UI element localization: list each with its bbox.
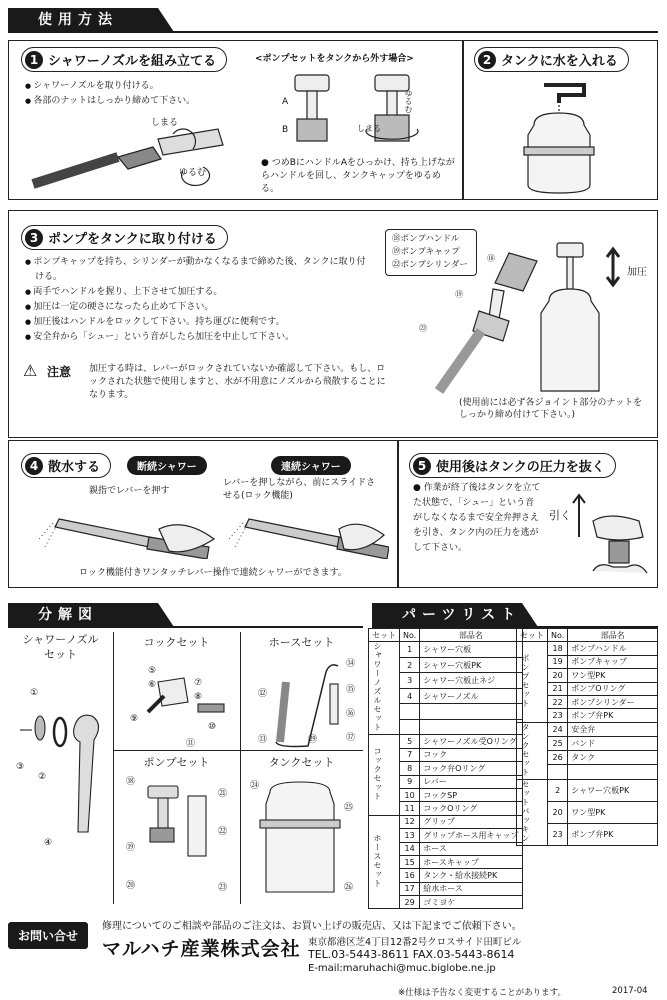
remove-text: ● つめBにハンドルAをひっかけ、持ち上げながらハンドルを回し、タンクキャップをゆるめる。 <box>261 158 455 194</box>
parts-set-label: シャワーノズルセット <box>373 642 382 733</box>
step3-b1: ● ポンプキャップを持ち、シリンダーが動かなくなるまで締めた後、タンクに取り付ける。 <box>25 255 370 285</box>
ex-c12: ⑫ <box>258 689 268 699</box>
contact-text: 修理についてのご相談や部品のご注文は、お買い上げの販売店、又は下記までご依頼下さい。 <box>102 921 522 932</box>
step4-t1: 親指でレバーを押す <box>89 486 170 496</box>
parts-left <box>368 628 523 909</box>
pump-remove-illustration <box>275 67 455 157</box>
continuous-pill: 連続シャワー <box>271 456 351 475</box>
parts-header-h_no: No. <box>548 629 568 642</box>
part-no: 1 <box>400 642 420 658</box>
step5-text: ● 作業が終了後はタンクを立てた状態で、「シュー」という音がしなくなるまで安全弁押さえを引き、タンク内の圧力を逃がして下さい。 <box>413 483 541 553</box>
ex-c14: ⑭ <box>346 659 356 669</box>
warning-icon: ⚠ <box>23 361 38 380</box>
step1-num: 1 <box>25 51 43 69</box>
shower-set-title: シャワーノズル セット <box>22 633 99 661</box>
panel-step3 <box>8 210 658 438</box>
part-name: レバー <box>420 775 522 788</box>
parts-header-h_name: 部品名 <box>568 629 658 642</box>
part-name: ポンプOリング <box>568 682 658 695</box>
ex-c26: ㉖ <box>344 883 354 893</box>
contact-label: お問い合せ <box>8 922 88 949</box>
legend-18: ⑱ポンプハンドル <box>392 234 460 244</box>
usage-tab: 使用方法 <box>8 8 158 32</box>
step4-heading <box>21 453 111 478</box>
pump-set-title: ポンプセット <box>143 756 210 769</box>
step3-b3: ● 加圧は一定の硬さになったら止めて下さい。 <box>25 300 370 315</box>
part-no <box>548 765 568 779</box>
step4-num: 4 <box>25 457 43 475</box>
parts-header-h_name: 部品名 <box>420 629 522 642</box>
part-name: コック <box>420 748 522 761</box>
ex-c6: ⑥ <box>148 680 157 690</box>
part-name: シャワーノズル <box>420 688 522 704</box>
ex-c2: ② <box>38 772 47 782</box>
caution-text: 加圧する時は、レバーがロックされていないか確認して下さい。もし、ロックされた状態で使用しますと、水が不用意にノズルから飛散することになります。 <box>89 364 386 400</box>
part-no: 14 <box>400 842 420 855</box>
exploded-drawings <box>8 632 363 904</box>
parts-row <box>517 722 658 736</box>
part-no: 7 <box>400 748 420 761</box>
caution-label: 注意 <box>47 365 72 379</box>
part-no: 9 <box>400 775 420 788</box>
tank-fill-illustration <box>504 75 624 195</box>
part-no: 24 <box>548 722 568 736</box>
parts-set-label: ポンプセット <box>521 654 530 709</box>
exploded-tab: 分解図 <box>8 603 158 627</box>
part-no: 25 <box>548 736 568 750</box>
parts-set-label: タンクセット <box>521 722 530 777</box>
part-no: 5 <box>400 735 420 748</box>
part-no <box>400 704 420 720</box>
step5-heading <box>409 453 616 478</box>
nozzle-assembly-illustration <box>23 109 233 199</box>
parts-row <box>369 642 523 658</box>
ex-c20: ⑳ <box>126 881 136 891</box>
part-name: グリップホース用キャップ <box>420 829 522 842</box>
part-name <box>568 765 658 779</box>
spray-illustration <box>39 499 389 559</box>
parts-header-h_set: セット <box>517 629 548 642</box>
part-no: 20 <box>548 669 568 682</box>
part-no: 19 <box>548 655 568 668</box>
part-name: ワン型PK <box>568 801 658 823</box>
part-no: 11 <box>400 802 420 815</box>
ex-c7: ⑦ <box>194 678 203 688</box>
parts-row <box>369 815 523 828</box>
ex-c25: ㉕ <box>344 803 354 813</box>
remove-b: B <box>282 125 289 135</box>
intermittent-pill: 断続シャワー <box>127 456 207 475</box>
step2-heading <box>474 47 629 72</box>
part-no: 18 <box>548 642 568 655</box>
step3-b4: ● 加圧後はハンドルをロックして下さい。持ち運びに便利です。 <box>25 315 370 330</box>
parts-header-h_no: No. <box>400 629 420 642</box>
cock-set-title: コックセット <box>143 636 210 649</box>
ex-c18: ⑱ <box>126 777 136 787</box>
part-name: シャワーノズル受Oリング <box>420 735 522 748</box>
part-no: 16 <box>400 869 420 882</box>
part-name: ホースキャップ <box>420 855 522 868</box>
pressure-release-illustration <box>569 491 654 583</box>
part-no: 2 <box>548 779 568 801</box>
ex-c15: ⑮ <box>346 685 356 695</box>
part-name: ポンプ弁PK <box>568 823 658 845</box>
step1-shimaru: しまる <box>151 118 179 128</box>
remove-yurumu: ゆるむ <box>404 89 413 113</box>
ex-c22: ㉒ <box>218 827 228 837</box>
parts-set-name <box>517 642 548 722</box>
ex-c11: ⑪ <box>186 739 196 749</box>
step3-c22: ㉒ <box>419 324 427 333</box>
step1-title: シャワーノズルを組み立てる <box>48 54 216 69</box>
step4-t2: レバーを押しながら、前にスライドさせる(ロック機能) <box>223 478 376 501</box>
part-name: コック弁Oリング <box>420 762 522 775</box>
step2-num: 2 <box>478 51 496 69</box>
ex-c1: ① <box>30 688 39 698</box>
part-name <box>420 719 522 735</box>
ex-c8: ⑧ <box>194 692 203 702</box>
part-name: ゴミヨケ <box>420 896 522 909</box>
part-no: 3 <box>400 673 420 689</box>
remove-text-span: つめBにハンドルAをひっかけ、持ち上げながらハンドルを回し、タンクキャップをゆるめる。 <box>261 158 455 194</box>
part-name: グリップ <box>420 815 522 828</box>
part-name <box>420 704 522 720</box>
exploded-rule <box>8 626 363 628</box>
part-name: タンク <box>568 751 658 765</box>
nut-note: (使用前には必ず各ジョイント部分のナットをしっかり締め付けて下さい。) <box>459 398 643 420</box>
part-name: コックSP <box>420 788 522 801</box>
parts-set-label: コックセット <box>373 747 382 802</box>
part-name: コックOリング <box>420 802 522 815</box>
ex-c3: ③ <box>16 762 25 772</box>
part-name: ポンプシリンダー <box>568 695 658 708</box>
parts-set-name <box>369 642 400 735</box>
panel-step2 <box>463 40 658 200</box>
ex-c21: ㉑ <box>218 789 228 799</box>
spec-notice: ※仕様は予告なく変更することがあります。 <box>398 988 566 998</box>
remove-a: A <box>282 97 289 107</box>
usage-rule <box>8 31 658 33</box>
step3-num: 3 <box>25 229 43 247</box>
contact-email: E-mail:maruhachi@muc.biglobe.ne.jp <box>308 963 496 974</box>
part-no: 15 <box>400 855 420 868</box>
step4-bottom: ロック機能付きワンタッチレバー操作で連続シャワーができます。 <box>79 568 347 578</box>
part-name: ポンプキャップ <box>568 655 658 668</box>
step4-title: 散水する <box>48 460 101 475</box>
parts-set-label: セットパッキン <box>521 779 530 843</box>
ex-c29: ㉙ <box>308 735 318 745</box>
part-no: 4 <box>400 688 420 704</box>
step5-text-span: 作業が終了後はタンクを立てた状態で、「シュー」という音がしなくなるまで安全弁押さえを引き、タンク内の圧力を逃がして下さい。 <box>413 483 541 553</box>
part-no: 21 <box>548 682 568 695</box>
legend-19: ⑲ポンプキャップ <box>392 247 460 257</box>
contact-tel: TEL.03-5443-8611 FAX.03-5443-8614 <box>308 948 515 961</box>
parts-tab: パーツリスト <box>372 603 522 627</box>
part-no <box>400 719 420 735</box>
step1-b1: ● シャワーノズルを取り付ける。 <box>25 79 225 94</box>
step5-num: 5 <box>413 457 431 475</box>
parts-table-left <box>368 628 523 909</box>
part-name: バンド <box>568 736 658 750</box>
part-no: 23 <box>548 823 568 845</box>
part-name: 安全弁 <box>568 722 658 736</box>
company-name: マルハチ産業株式会社 <box>102 938 301 960</box>
part-no: 8 <box>400 762 420 775</box>
step3-b2: ● 両手でハンドルを握り、上下させて加圧する。 <box>25 285 370 300</box>
doc-date: 2017-04 <box>612 986 648 996</box>
part-name: ポンプハンドル <box>568 642 658 655</box>
part-name: タンク・給水接続PK <box>420 869 522 882</box>
ex-c23: ㉓ <box>218 883 228 893</box>
ex-c10: ⑩ <box>208 722 217 732</box>
part-name: シャワー穴板 <box>420 642 522 658</box>
parts-row <box>517 779 658 801</box>
ex-c5: ⑤ <box>148 666 157 676</box>
ex-c24: ㉔ <box>250 781 260 791</box>
step3-b5: ● 安全弁から「シュー」という音がしたら加圧を中止して下さい。 <box>25 330 370 345</box>
part-no: 29 <box>400 896 420 909</box>
step5-title: 使用後はタンクの圧力を抜く <box>436 460 605 475</box>
parts-right <box>516 628 658 846</box>
part-name: ワン型PK <box>568 669 658 682</box>
remove-shimaru: しまる <box>357 124 381 133</box>
part-no: 23 <box>548 709 568 722</box>
part-name: 給水ホース <box>420 882 522 895</box>
parts-set-name <box>517 722 548 779</box>
ex-c4: ④ <box>44 838 53 848</box>
exploded-grid <box>8 632 363 904</box>
step1-yurumu: ゆるむ <box>179 168 207 178</box>
parts-set-name <box>517 779 548 845</box>
step3-heading <box>21 225 228 250</box>
ex-c19: ⑲ <box>126 843 136 853</box>
parts-row <box>517 642 658 655</box>
step1-heading <box>21 47 227 72</box>
part-no: 13 <box>400 829 420 842</box>
part-name: シャワー穴板PK <box>568 779 658 801</box>
part-name: シャワー穴板PK <box>420 657 522 673</box>
ex-c13: ⑬ <box>258 735 268 745</box>
contact-address: 東京都港区芝4丁目12番2号クロスサイド田町ビル <box>308 937 522 948</box>
legend-22: ㉒ポンプシリンダー <box>392 260 468 270</box>
parts-row <box>369 735 523 748</box>
parts-set-label: ホースセット <box>373 834 382 889</box>
part-no: 12 <box>400 815 420 828</box>
panel-step1 <box>8 40 463 200</box>
step3-c18: ⑱ <box>487 254 495 263</box>
parts-table-right <box>516 628 658 846</box>
step2-title: タンクに水を入れる <box>501 54 618 69</box>
part-no: 2 <box>400 657 420 673</box>
parts-set-name <box>369 735 400 815</box>
ex-c9: ⑨ <box>130 714 139 724</box>
parts-set-name <box>369 815 400 909</box>
part-name: ホース <box>420 842 522 855</box>
part-no: 26 <box>548 751 568 765</box>
part-name: ポンプ弁PK <box>568 709 658 722</box>
panel-step4 <box>8 440 398 588</box>
pump-attach-illustration <box>409 241 649 401</box>
panel-step5 <box>398 440 658 588</box>
ex-c16: ⑯ <box>346 709 356 719</box>
remove-title: <ポンプセットをタンクから外す場合> <box>255 54 414 64</box>
part-no: 17 <box>400 882 420 895</box>
parts-header-h_set: セット <box>369 629 400 642</box>
part-no: 10 <box>400 788 420 801</box>
step3-title: ポンプをタンクに取り付ける <box>48 232 217 247</box>
ex-c17: ⑰ <box>346 733 356 743</box>
tank-set-title: タンクセット <box>268 756 335 769</box>
part-no: 22 <box>548 695 568 708</box>
pull-label: 引く <box>549 509 571 522</box>
press-label: 加圧 <box>627 267 647 278</box>
step3-c19: ⑲ <box>455 290 463 299</box>
part-name: シャワー穴板止ネジ <box>420 673 522 689</box>
part-no: 20 <box>548 801 568 823</box>
step1-b2: ● 各部のナットはしっかり締めて下さい。 <box>25 94 225 109</box>
hose-set-title: ホースセット <box>268 636 335 649</box>
